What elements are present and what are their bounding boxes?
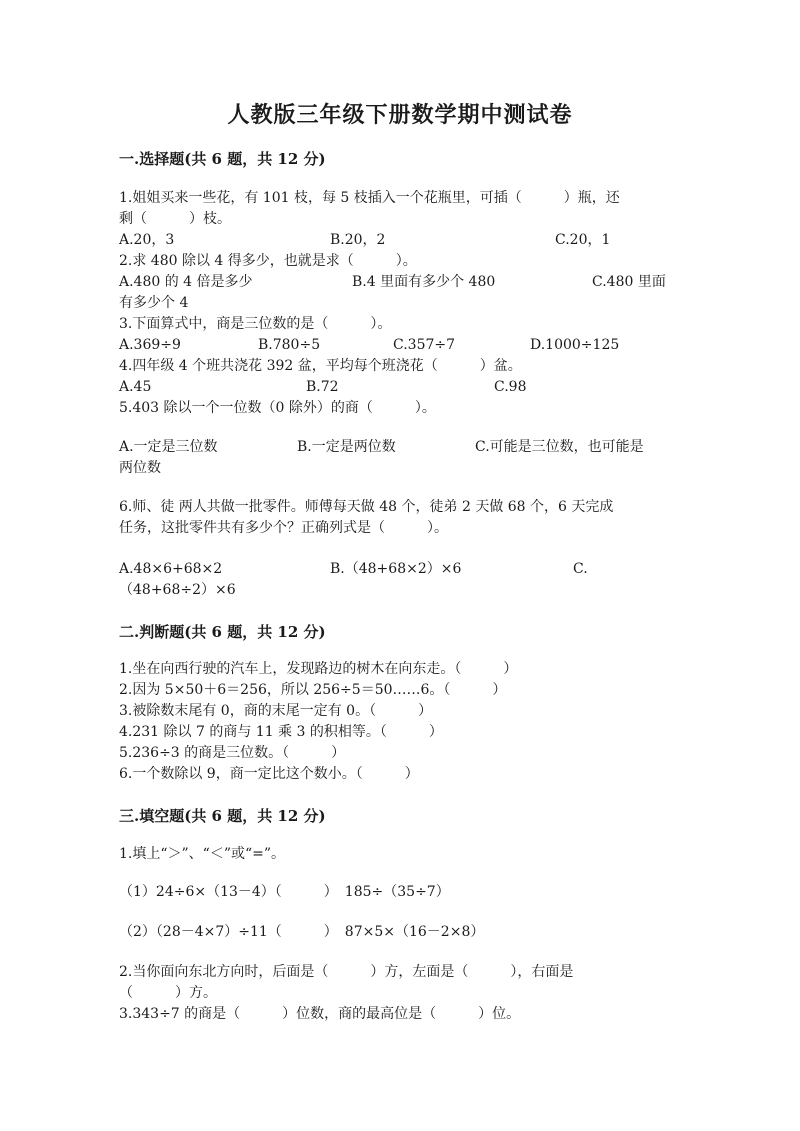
comparison-row: （2）（28－4×7）÷11（ ） 87×5×（16－2×8） xyxy=(119,924,485,940)
question-text: 2.求 480 除以 4 得多少，也就是求（ ）。 xyxy=(119,253,417,269)
question-text: 6.师、徒 两人共做一批零件。师傅每天做 48 个，徒弟 2 天做 68 个，6 天完成 xyxy=(119,499,614,515)
option-a: A.480 的 4 倍是多少 xyxy=(119,274,253,290)
option-d: D.1000÷125 xyxy=(530,337,620,353)
option-b: B.一定是两位数 xyxy=(297,439,396,455)
option-b: B.72 xyxy=(306,379,339,395)
option-b: B.20，2 xyxy=(330,232,386,248)
option-c-continued: 有多少个 4 xyxy=(119,295,189,311)
judgment-item: 4.231 除以 7 的商与 11 乘 3 的积相等。（ ） xyxy=(119,724,443,740)
comparison-row: （1）24÷6×（13－4）（ ） 185÷（35÷7） xyxy=(119,884,450,900)
judgment-item: 6.一个数除以 9，商一定比这个数小。（ ） xyxy=(119,766,419,782)
judgment-item: 2.因为 5×50＋6＝256，所以 256÷5＝50……6。（ ） xyxy=(119,682,507,698)
question-text: 任务，这批零件共有多少个？正确列式是（ ）。 xyxy=(119,520,448,536)
section-heading-fill-in: 三.填空题(共 6 题，共 12 分) xyxy=(119,807,326,825)
judgment-item: 3.被除数末尾有 0，商的末尾一定有 0。（ ） xyxy=(119,703,433,719)
option-c: C. xyxy=(573,561,588,577)
question-text: 4.四年级 4 个班共浇花 392 盆，平均每个班浇花（ ）盆。 xyxy=(119,358,522,374)
question-text: 3.343÷7 的商是（ ）位数，商的最高位是（ ）位。 xyxy=(119,1006,521,1022)
option-c: C.98 xyxy=(494,379,527,395)
question-text: 3.下面算式中，商是三位数的是（ ）。 xyxy=(119,316,392,332)
option-a: A.48×6+68×2 xyxy=(119,561,223,577)
option-b: B.（48+68×2）×6 xyxy=(330,561,462,577)
section-heading-choice: 一.选择题(共 6 题，共 12 分) xyxy=(119,150,326,168)
option-a: A.369÷9 xyxy=(119,337,181,353)
option-a: A.45 xyxy=(119,379,152,395)
option-c: C.357÷7 xyxy=(393,337,456,353)
judgment-item: 1.坐在向西行驶的汽车上，发现路边的树木在向东走。（ ） xyxy=(119,661,518,677)
question-text: （ ）方。 xyxy=(119,985,217,1001)
question-text: 5.403 除以一个一位数（0 除外）的商（ ）。 xyxy=(119,400,436,416)
option-b: B.4 里面有多少个 480 xyxy=(352,274,496,290)
question-text: 剩（ ）枝。 xyxy=(119,211,231,227)
question-text: 2.当你面向东北方向时，后面是（ ）方，左面是（ ），右面是 xyxy=(119,964,574,980)
option-b: B.780÷5 xyxy=(258,337,321,353)
option-c-continued: 两位数 xyxy=(119,460,161,476)
option-c-continued: （48+68÷2）×6 xyxy=(119,582,236,598)
page-title: 人教版三年级下册数学期中测试卷 xyxy=(227,102,573,128)
judgment-item: 5.236÷3 的商是三位数。（ ） xyxy=(119,745,346,761)
section-heading-judgment: 二.判断题(共 6 题，共 12 分) xyxy=(119,623,326,641)
option-c: C.20，1 xyxy=(555,232,611,248)
option-c: C.可能是三位数，也可能是 xyxy=(475,439,644,455)
question-text: 1.姐姐买来一些花，有 101 枝，每 5 枝插入一个花瓶里，可插（ ）瓶，还 xyxy=(119,190,620,206)
option-a: A.一定是三位数 xyxy=(119,439,218,455)
option-a: A.20，3 xyxy=(119,232,175,248)
question-text: 1.填上“＞”、“＜”或“=”。 xyxy=(119,846,286,862)
option-c: C.480 里面 xyxy=(592,274,666,290)
